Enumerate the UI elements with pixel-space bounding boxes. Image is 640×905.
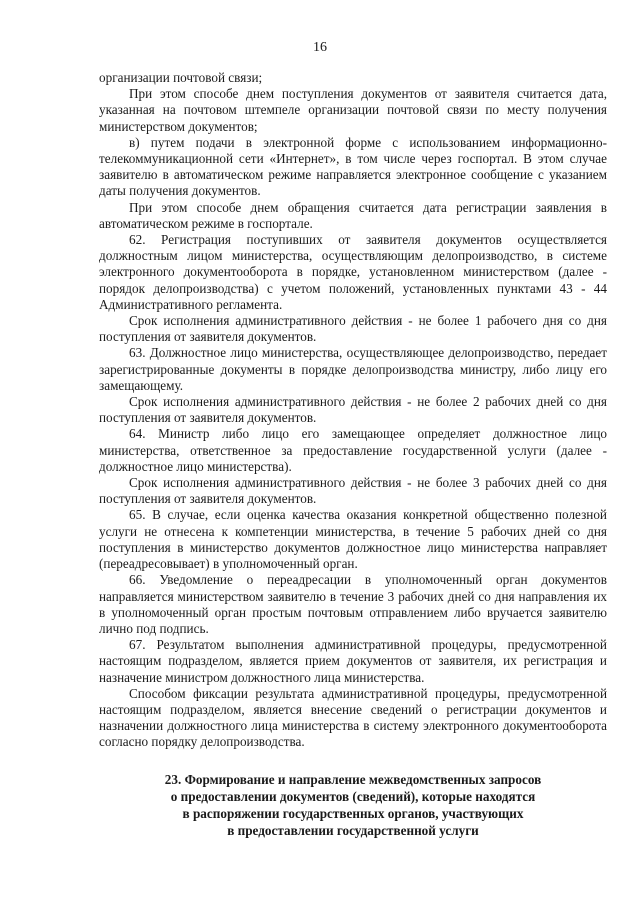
section-heading-line: о предоставлении документов (сведений), которые находятся [170, 788, 536, 804]
section-heading [99, 771, 607, 839]
document-body [99, 70, 607, 839]
paragraph: 66. Уведомление о переадресации в уполномоченный орган документов направляется министерством заявителю в течение 3 рабочих дней со дня направления их в уполномоченный орган простым почтовым отправлением либо вручается заявителю лично под подпись. [99, 572, 607, 636]
paragraph: Срок исполнения административного действия - не более 1 рабочего дня со дня поступления от заявителя документов. [99, 313, 607, 345]
paragraph: Способом фиксации результата административной процедуры, предусмотренной настоящим подразделом, является внесение сведений о регистрации документов и назначении должностного лица министерства в систему электронного документооборота согласно порядку делопроизводства. [99, 685, 607, 750]
paragraph: При этом способе днем поступления документов от заявителя считается дата, указанная на почтовом штемпеле организации почтовой связи по месту получения министерством документов; [99, 86, 607, 134]
paragraph: Срок исполнения административного действия - не более 2 рабочих дней со дня поступления от заявителя документов. [99, 394, 607, 426]
paragraph: 65. В случае, если оценка качества оказания конкретной общественно полезной услуги не отнесена к компетенции министерства, в течение 5 рабочих дней со дня поступления в министерство документов должностное лицо министерства направляет (переадресовывает) в уполномоченный орган. [99, 507, 607, 572]
paragraph: Срок исполнения административного действия - не более 3 рабочих дней со дня поступления от заявителя документов. [99, 475, 607, 507]
section-heading-line: 23. Формирование и направление межведомственных запросов [164, 771, 542, 787]
paragraph: организации почтовой связи; [99, 70, 263, 85]
page-number: 16 [313, 40, 327, 55]
paragraph: 64. Министр либо лицо его замещающее определяет должностное лицо министерства, ответственное за предоставление государственной услуги (далее - должностное лицо министерства). [99, 426, 607, 474]
paragraph: 67. Результатом выполнения административной процедуры, предусмотренной настоящим подразделом, является прием документов от заявителя, их регистрация и назначение министром должностного лица министерства. [99, 637, 607, 685]
section-heading-line: в распоряжении государственных органов, участвующих [182, 805, 524, 821]
paragraph: 62. Регистрация поступивших от заявителя документов осуществляется должностным лицом министерства, осуществляющим делопроизводство, в системе электронного документооборота в порядке, установленном министерством (далее - порядок делопроизводства) с учетом положений, установленных пунктами 43 - 44 Административного регламента. [99, 232, 607, 312]
paragraph: 63. Должностное лицо министерства, осуществляющее делопроизводство, передает зарегистрированные документы в порядке делопроизводства министру, либо лицу его замещающему. [99, 345, 607, 393]
paragraph: При этом способе днем обращения считается дата регистрации заявления в автоматическом режиме в госпортале. [99, 199, 607, 231]
section-heading-line: в предоставлении государственной услуги [227, 822, 479, 838]
paragraph: в) путем подачи в электронной форме с использованием информационно-телекоммуникационной сети «Интернет», в том числе через госпортал. В этом случае заявителю в автоматическом режиме направляется электронное сообщение с указанием даты получения документов. [99, 134, 607, 199]
